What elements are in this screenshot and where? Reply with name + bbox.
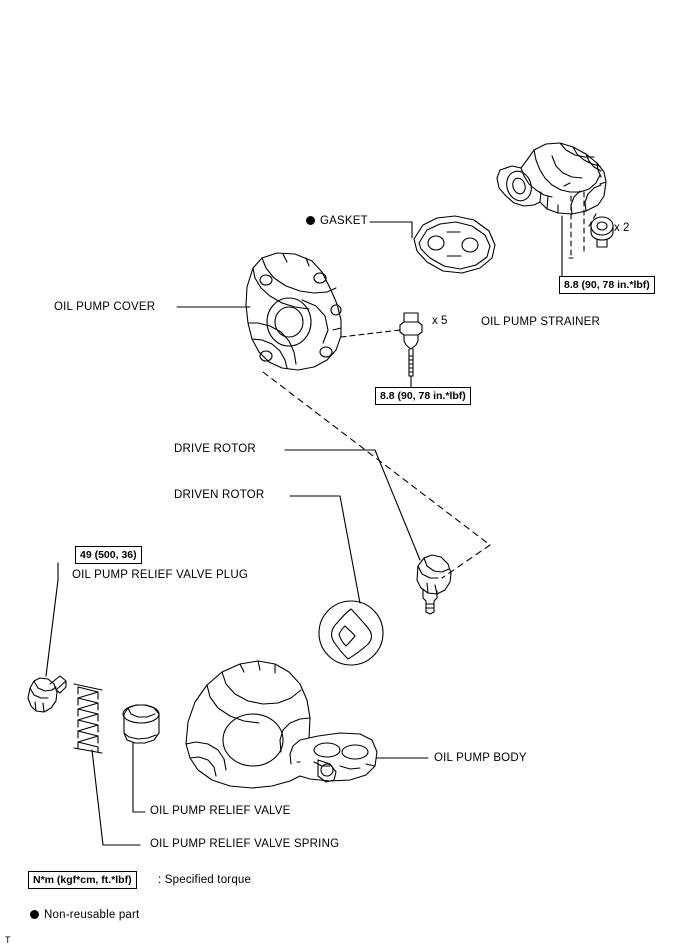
part-label-relief-valve: OIL PUMP RELIEF VALVE [150, 805, 291, 817]
cover-bolt-drawing [400, 313, 422, 376]
relief-valve-drawing [123, 705, 159, 743]
non-reusable-bullet-legend-icon [30, 910, 39, 919]
leader-driven-rotor [290, 496, 360, 603]
non-reusable-bullet-icon [306, 216, 315, 225]
torque-spec-strainer-bolts: 8.8 (90, 78 in.*lbf) [559, 276, 655, 294]
dashed-cover-bolt [341, 330, 400, 337]
part-label-oil-pump-body: OIL PUMP BODY [434, 752, 527, 764]
gasket-drawing [414, 216, 495, 273]
drive-rotor-drawing [417, 555, 451, 614]
strainer-bolts [591, 217, 613, 247]
oil-pump-cover-drawing [246, 253, 341, 370]
part-label-driven-rotor: DRIVEN ROTOR [174, 489, 265, 501]
oil-pump-body-drawing [186, 661, 377, 788]
torque-spec-relief-valve-plug: 49 (500, 36) [75, 546, 142, 564]
legend-torque-unit-text: : Specified torque [158, 874, 252, 886]
relief-valve-spring-drawing [74, 684, 102, 753]
part-label-gasket: GASKET [306, 215, 368, 228]
torque-spec-cover-bolts: 8.8 (90, 78 in.*lbf) [375, 387, 471, 405]
legend-non-reusable: Non-reusable part [30, 909, 139, 922]
dashed-assembly-axis-2 [442, 545, 490, 578]
corner-mark: T [5, 935, 11, 945]
leader-relief-valve-plug [46, 563, 58, 676]
quantity-strainer-bolts: x 2 [614, 222, 630, 234]
quantity-cover-bolts: x 5 [432, 315, 448, 327]
leader-drive-rotor [285, 450, 420, 560]
leader-relief-valve [133, 743, 145, 812]
oil-pump-strainer-drawing [497, 143, 613, 258]
part-label-oil-pump-strainer: OIL PUMP STRAINER [481, 316, 601, 328]
relief-valve-plug-drawing [28, 676, 66, 712]
leader-gasket [370, 222, 412, 238]
legend-torque-unit-box: N*m (kgf*cm, ft.*lbf) [28, 871, 137, 889]
part-label-relief-valve-spring: OIL PUMP RELIEF VALVE SPRING [150, 838, 340, 850]
part-label-oil-pump-cover: OIL PUMP COVER [54, 301, 156, 313]
part-label-relief-valve-plug: OIL PUMP RELIEF VALVE PLUG [72, 569, 249, 581]
part-label-drive-rotor: DRIVE ROTOR [174, 443, 256, 455]
driven-rotor-drawing [319, 601, 383, 665]
